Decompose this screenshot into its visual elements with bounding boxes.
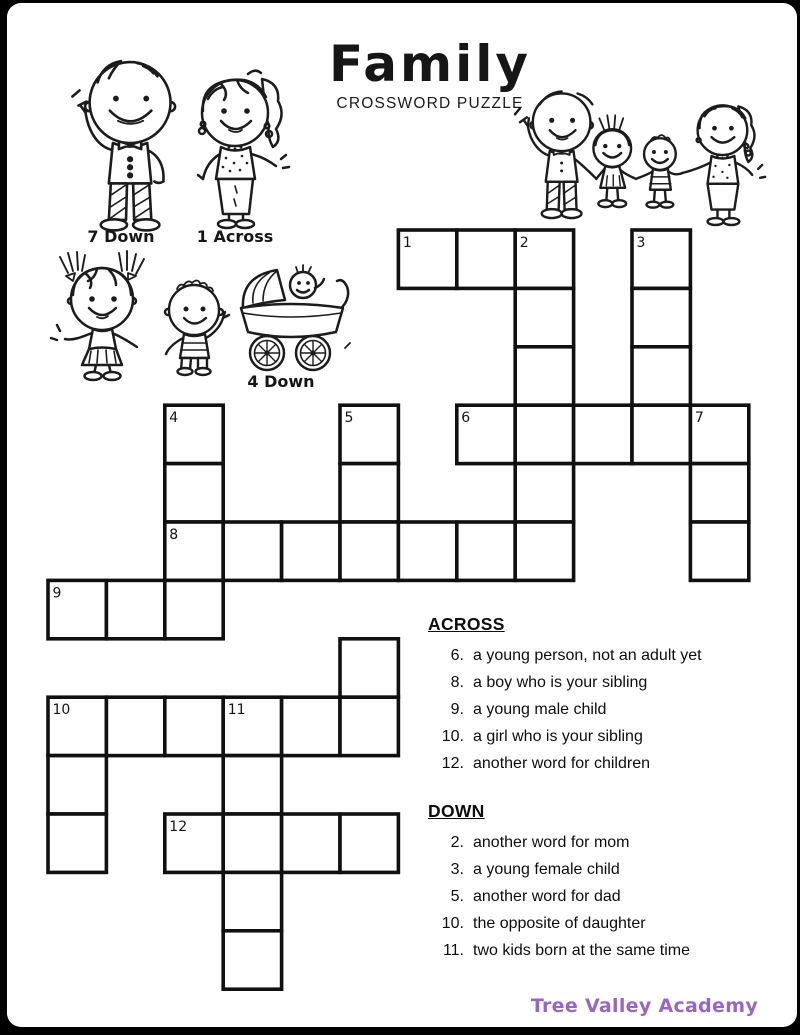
crossword-cell[interactable] [223, 814, 281, 872]
cell-number: 3 [636, 235, 646, 251]
crossword-cell[interactable] [106, 697, 164, 755]
cell-number: 2 [519, 235, 529, 251]
cell-number: 1 [402, 235, 412, 251]
clue-text: a young male child [473, 701, 607, 718]
cell-number: 4 [169, 410, 179, 427]
mom-answer-label: 1 Across [196, 227, 274, 246]
clue-text: another word for mom [473, 834, 630, 851]
crossword-cell[interactable] [340, 522, 398, 580]
page-title: Family [329, 35, 531, 93]
cell-number: 10 [52, 702, 71, 719]
across-clue-row [428, 750, 788, 777]
baby-answer-label: 4 Down [247, 372, 315, 391]
crossword-cell[interactable] [398, 522, 456, 580]
brand-text: Tree Valley Academy [530, 995, 758, 1017]
across-clue-row [428, 669, 788, 696]
clue-number: 12. [441, 755, 464, 772]
crossword-cell[interactable] [106, 580, 164, 638]
crossword-cell[interactable] [515, 405, 573, 463]
across-clue-row [428, 723, 788, 750]
crossword-cell[interactable] [223, 931, 281, 989]
cell-number: 8 [169, 527, 179, 543]
crossword-cell[interactable] [165, 464, 223, 522]
crossword-cell[interactable] [632, 288, 690, 346]
crossword-cell[interactable] [632, 405, 690, 463]
clue-text: a young female child [473, 861, 620, 878]
crossword-cell[interactable] [515, 288, 573, 346]
across-clue-row [428, 642, 788, 669]
clue-text: a boy who is your sibling [473, 674, 648, 691]
crossword-cell[interactable] [574, 405, 632, 463]
crossword-cell[interactable] [165, 580, 223, 638]
clue-number: 11. [442, 942, 464, 959]
down-clue-row [428, 829, 788, 856]
dad-illustration [68, 52, 180, 232]
crossword-cell[interactable] [282, 522, 340, 580]
across-heading: ACROSS [428, 614, 505, 634]
cell-number: 9 [52, 585, 62, 602]
clue-text: another word for children [473, 755, 650, 772]
clue-number: 3. [450, 861, 464, 878]
crossword-cell[interactable] [340, 697, 398, 755]
clue-text: two kids born at the same time [473, 942, 690, 959]
crossword-cell[interactable] [515, 522, 573, 580]
clue-number: 8. [450, 674, 464, 691]
across-clue-list [428, 642, 788, 777]
clue-number: 6. [450, 647, 464, 664]
mom-illustration [188, 66, 288, 228]
down-clue-list [428, 829, 788, 964]
family-group-illustration [512, 84, 782, 230]
crossword-cell[interactable] [282, 814, 340, 872]
crossword-cell[interactable] [223, 872, 281, 930]
clue-number: 2. [450, 834, 464, 851]
cell-number: 11 [227, 702, 246, 719]
crossword-cell[interactable] [457, 522, 515, 580]
clue-number: 10. [441, 728, 464, 745]
baby-carriage-illustration [229, 260, 353, 374]
cell-number: 7 [694, 410, 704, 427]
clue-number: 10. [441, 915, 464, 932]
crossword-cell[interactable] [223, 522, 281, 580]
crossword-cell[interactable] [340, 639, 398, 697]
clue-number: 9. [450, 701, 464, 718]
crossword-cell[interactable] [223, 756, 281, 814]
clue-number: 5. [450, 888, 464, 905]
down-clue-row [428, 910, 788, 937]
down-clue-row [428, 883, 788, 910]
clue-text: a girl who is your sibling [473, 728, 643, 745]
cell-number: 6 [461, 410, 471, 427]
cell-number: 5 [344, 410, 354, 427]
crossword-cell[interactable] [515, 464, 573, 522]
dad-answer-label: 7 Down [87, 227, 155, 246]
down-heading: DOWN [428, 801, 485, 821]
page-subtitle: CROSSWORD PUZZLE [336, 94, 524, 112]
clue-text: the opposite of daughter [473, 915, 646, 932]
crossword-cell[interactable] [690, 522, 748, 580]
crossword-cell[interactable] [48, 756, 106, 814]
down-clues-section [428, 801, 788, 964]
crossword-cell[interactable] [457, 230, 515, 288]
boy-illustration [155, 276, 233, 374]
down-clue-row [428, 937, 788, 964]
crossword-cell[interactable] [340, 464, 398, 522]
crossword-cell[interactable] [690, 464, 748, 522]
crossword-cell[interactable] [282, 697, 340, 755]
cell-number: 12 [169, 819, 188, 835]
crossword-cell[interactable] [632, 347, 690, 405]
clue-text: a young person, not an adult yet [473, 647, 702, 664]
down-clue-row [428, 856, 788, 883]
clue-text: another word for dad [473, 888, 621, 905]
crossword-cell[interactable] [165, 697, 223, 755]
wave-motion-lines [281, 155, 289, 168]
crossword-cell[interactable] [48, 814, 106, 872]
across-clue-row [428, 696, 788, 723]
crossword-cell[interactable] [515, 347, 573, 405]
crossword-cell[interactable] [340, 814, 398, 872]
girl-illustration [52, 248, 152, 380]
across-clues-section [428, 614, 788, 777]
